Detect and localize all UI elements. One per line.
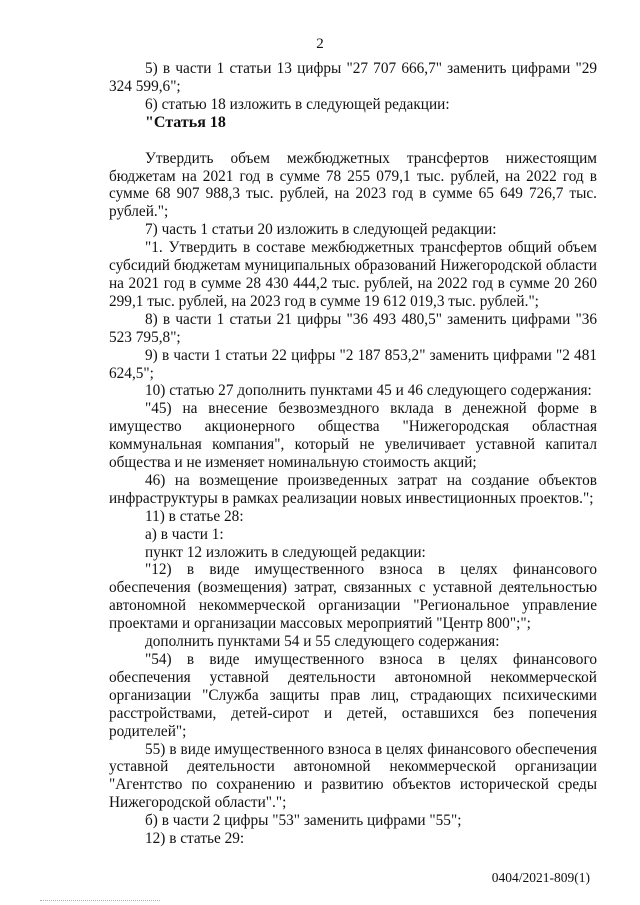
page-number: 2 [316, 36, 324, 52]
paragraph-point-46: 46) на возмещение произведенных затрат на создание объектов инфраструктуры в рамках реализации новых инвестиционных проектов."; [109, 471, 597, 507]
paragraph-item-7: 7) часть 1 статьи 20 изложить в следующей редакции: [145, 221, 497, 239]
paragraph-points-54-55-intro: дополнить пунктами 54 и 55 следующего содержания: [145, 633, 500, 651]
paragraph-point-54: "54) в виде имущественного взноса в целях финансового обеспечения уставной деятельности автономной некоммерческой организации "Служба защиты прав лиц, страдающих психическими расстройствами, детей-сирот и детей, оставшихся без попечения родителей"; [109, 651, 597, 740]
paragraph-subitem-a: а) в части 1: [145, 525, 224, 543]
scan-artifact [40, 900, 160, 903]
paragraph-article-18-text: Утвердить объем межбюджетных трансфертов нижестоящим бюджетам на 2021 год в сумме 78 255 079,1 тыс. рублей, на 2022 год в сумме 68 907 988,3 тыс. рублей, на 2023 год в сумме 65 649 726,7 тыс. рублей."; [109, 149, 597, 221]
paragraph-point-55: 55) в виде имущественного взноса в целях финансового обеспечения уставной деятельности автономной некоммерческой организации "Агентство по сохранению и развитию объектов исторической среды Нижегородской области"."; [109, 740, 597, 812]
paragraph-article-20-text: "1. Утвердить в составе межбюджетных трансфертов общий объем субсидий бюджетам муниципальных образований Нижегородской области на 2021 год в сумме 28 430 444,2 тыс. рублей, на 2022 год в сумме 20 260 299,1 тыс. рублей, на 2023 год в сумме 19 612 019,3 тыс. рублей."; [109, 239, 597, 310]
paragraph-point-45: "45) на внесение безвозмездного вклада в денежной форме в имущество акционерного общества "Нижегородская областная коммунальная компания", который не увеличивает уставной капитал общества и не изменяет номинальную стоимость акций; [109, 400, 597, 472]
paragraph-item-10: 10) статью 27 дополнить пунктами 45 и 46 следующего содержания: [145, 382, 592, 400]
paragraph-item-12: 12) в статье 29: [145, 830, 245, 848]
article-heading: "Статья 18 [145, 113, 226, 131]
paragraph-point-12-intro: пункт 12 изложить в следующей редакции: [145, 543, 426, 561]
paragraph-subitem-b: б) в части 2 цифры "53" заменить цифрами "55"; [145, 812, 462, 830]
paragraph-item-11: 11) в статье 28: [145, 507, 244, 525]
paragraph-item-9: 9) в части 1 статьи 22 цифры "2 187 853,2" заменить цифрами "2 481 624,5"; [109, 346, 597, 382]
blank-line [109, 132, 597, 150]
document-body [109, 60, 597, 848]
paragraph-item-5: 5) в части 1 статьи 13 цифры "27 707 666,7" заменить цифрами "29 324 599,6"; [109, 60, 597, 95]
paragraph-item-8: 8) в части 1 статьи 21 цифры "36 493 480,5" заменить цифрами "36 523 795,8"; [109, 310, 597, 346]
document-code: 0404/2021-809(1) [491, 870, 590, 885]
paragraph-item-6: 6) статью 18 изложить в следующей редакции: [145, 95, 450, 113]
paragraph-point-12: "12) в виде имущественного взноса в целях финансового обеспечения (возмещения) затрат, связанных с уставной деятельностью автономной некоммерческой организации "Региональное управление проектами и организации массовых мероприятий "Центр 800";"; [109, 561, 597, 633]
